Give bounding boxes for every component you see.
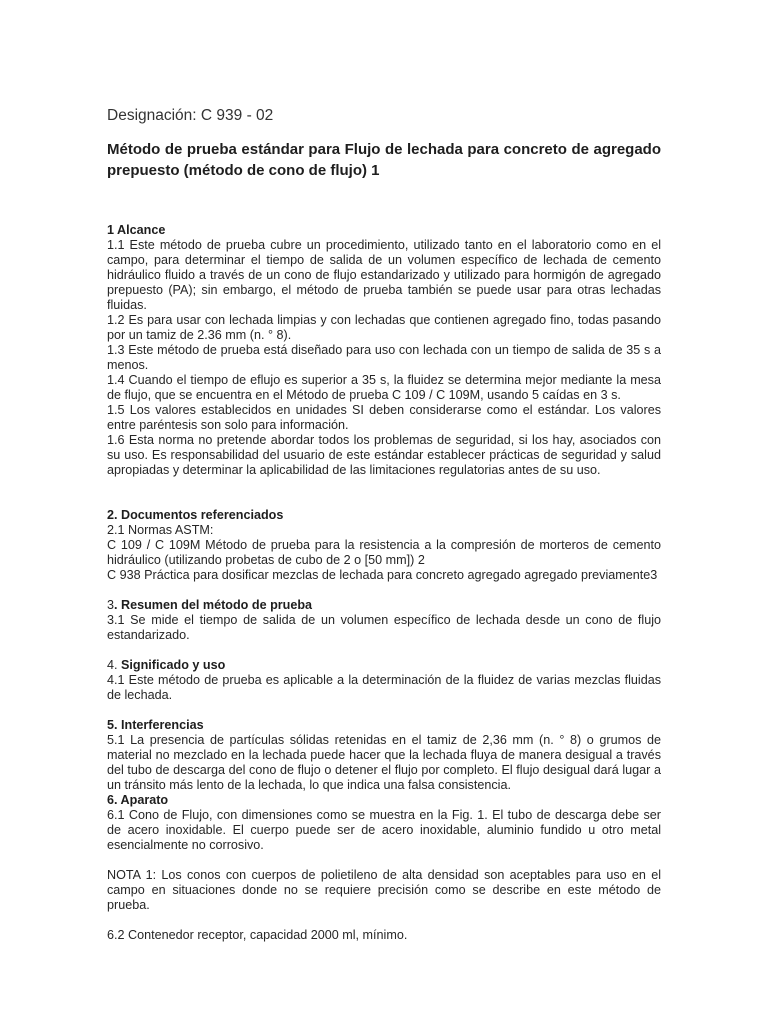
paragraph-1-3: 1.3 Este método de prueba está diseñado para uso con lechada con un tiempo de salida de 35 s a menos.	[107, 343, 661, 372]
paragraph-4-1: 4.1 Este método de prueba es aplicable a la determinación de la fluidez de varias mezclas fluidas de lechada.	[107, 673, 661, 702]
paragraph-2-ref-c109: C 109 / C 109M Método de prueba para la resistencia a la compresión de morteros de cemento hidráulico (utilizando probetas de cubo de 2 o [50 mm]) 2	[107, 538, 661, 567]
section-3-heading-line	[107, 598, 661, 613]
section-3-number: 3	[107, 598, 115, 612]
paragraph-1-4: 1.4 Cuando el tiempo de eflujo es superior a 35 s, la fluidez se determina mejor mediante la mesa de flujo, que se encuentra en el Método de prueba C 109 / C 109M, usando 5 caídas en 3 s.	[107, 373, 661, 402]
paragraph-1-6: 1.6 Esta norma no pretende abordar todos los problemas de seguridad, si los hay, asociados con su uso. Es responsabilidad del usuario de este estándar establecer prácticas de seguridad y salud apropiadas y determinar la aplicabilidad de las limitaciones regulatorias antes de su uso.	[107, 433, 661, 477]
section-4-number: 4.	[107, 658, 122, 672]
paragraph-5-1: 5.1 La presencia de partículas sólidas retenidas en el tamiz de 2,36 mm (n. ° 8) o grumos de material no mezclado en la lechada puede hacer que la lechada fluya de manera desigual a través del tubo de descarga del cono de flujo o detener el flujo por completo. El flujo desigual dará lugar a un tránsito más lento de la lechada, lo que indica una falsa consistencia.	[107, 733, 661, 792]
section-4-heading: Significado y uso	[121, 658, 226, 672]
section-5-heading: 5. Interferencias	[107, 718, 204, 732]
paragraph-1-1: 1.1 Este método de prueba cubre un procedimiento, utilizado tanto en el laboratorio como en el campo, para determinar el tiempo de salida de un volumen específico de lechada de cemento hidráulico fluido a través de un cono de flujo estandarizado y utilizado para hormigón de agregado prepuesto (PA); sin embargo, el método de prueba también se puede usar para otras lechadas fluidas.	[107, 238, 661, 312]
section-6-heading: 6. Aparato	[107, 793, 169, 807]
section-3-heading: . Resumen del método de prueba	[114, 598, 313, 612]
paragraph-2-ref-c938: C 938 Práctica para dosificar mezclas de lechada para concreto agregado agregado previamente3	[107, 568, 658, 582]
document-body	[107, 223, 661, 943]
designation: Designación: C 939 - 02	[107, 107, 274, 124]
paragraph-2-1: 2.1 Normas ASTM:	[107, 523, 214, 537]
document-title: Método de prueba estándar para Flujo de lechada para concreto de agregado prepuesto (método de cono de flujo) 1	[107, 141, 661, 179]
paragraph-6-2: 6.2 Contenedor receptor, capacidad 2000 ml, mínimo.	[107, 928, 408, 942]
section-1-heading: 1 Alcance	[107, 223, 166, 237]
section-2-heading: 2. Documentos referenciados	[107, 508, 284, 522]
section-4-heading-line	[107, 658, 661, 673]
paragraph-3-1: 3.1 Se mide el tiempo de salida de un volumen específico de lechada desde un cono de flujo estandarizado.	[107, 613, 661, 642]
paragraph-1-5: 1.5 Los valores establecidos en unidades SI deben considerarse como el estándar. Los valores entre paréntesis son solo para información.	[107, 403, 661, 432]
note-1: NOTA 1: Los conos con cuerpos de polietileno de alta densidad son aceptables para uso en el campo en situaciones donde no se requiere precisión como se describe en este método de prueba.	[107, 868, 661, 912]
paragraph-6-1: 6.1 Cono de Flujo, con dimensiones como se muestra en la Fig. 1. El tubo de descarga debe ser de acero inoxidable. El cuerpo puede ser de acero inoxidable, aluminio fundido u otro metal esencialmente no corrosivo.	[107, 808, 661, 852]
paragraph-1-2: 1.2 Es para usar con lechada limpias y con lechadas que contienen agregado fino, todas pasando por un tamiz de 2.36 mm (n. ° 8).	[107, 313, 661, 342]
